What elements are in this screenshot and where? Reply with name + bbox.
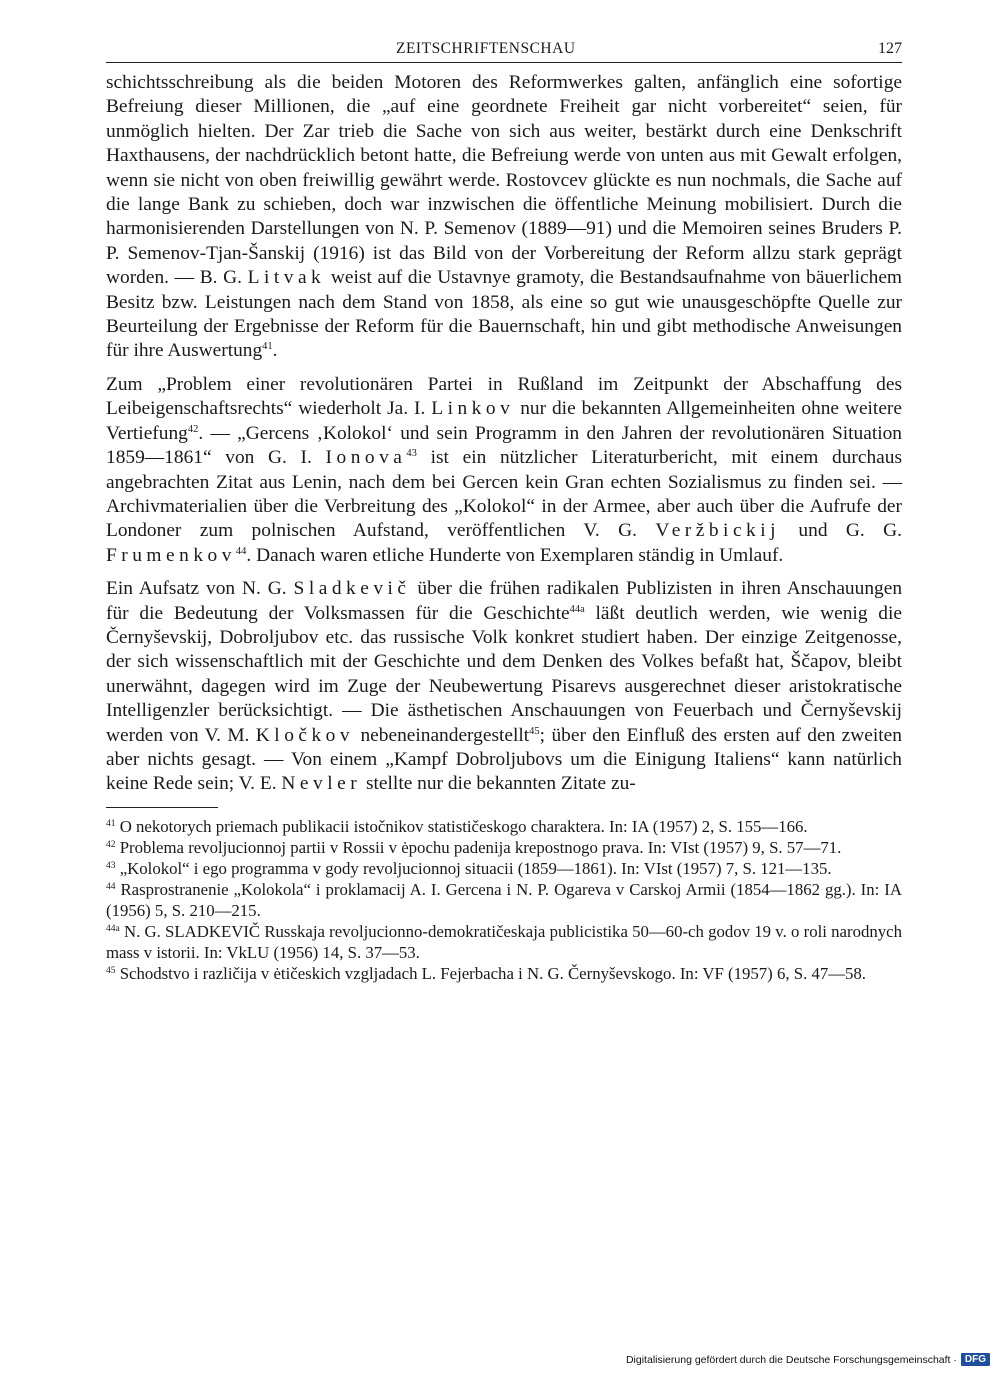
footnote-text: N. G. SLADKEVIČ Russkaja revoljucionno-demokratičeskaja publicistika 50—60-ch godov 19 v. o roli narodnych mass v istorii. In: VkLU (1956) 14, S. 37—53.: [106, 921, 902, 962]
text-run: ist ein nützlicher Literaturbericht, mit einem durchaus angebrachten Zitat aus Lenin, nach dem bei Gercen kein Gran echten Sozialismus zu finden sei. — Archivmaterialien über die Verbreitung des „Kolokol“ in der Armee, aber auch über die Aufrufe der Londoner zum polnischen Aufstand, veröffentlichen V. G.: [106, 447, 902, 542]
text-run: Ein Aufsatz von N. G.: [106, 578, 294, 600]
running-head: [106, 38, 902, 63]
footnote: [106, 858, 902, 879]
footnote-number: 43: [106, 860, 116, 871]
footnote-ref: 41: [262, 341, 273, 353]
text-run: nebeneinandergestellt: [354, 724, 530, 746]
footnote-ref: 42: [187, 423, 199, 435]
footnote-number: 42: [106, 839, 116, 850]
footnote: [106, 963, 902, 984]
footnote: [106, 816, 902, 837]
footnote: [106, 879, 902, 921]
footnote-number: 44a: [106, 923, 120, 934]
text-run: . — „Gercens ‚Kolokol‘ und sein Programm in den Jahren der revolutionären Situation 1859—1861“ von G. I.: [106, 422, 902, 469]
footnote-text: Problema revoljucionnoj partii v Rossii v ėpochu padenija krepostnogo prava. In: VIst (1957) 9, S. 57—71.: [115, 837, 842, 857]
text-run: .: [272, 340, 278, 362]
text-run: weist auf die Ustavnye gramoty, die Bestandsaufnahme von bäuerlichem Besitz bzw. Leistungen nach dem Stand von 1858, als eine so gut wie unausgeschöpfte Quelle zur Beurteilung der Ergebnisse der Reform für die Bauernschaft, hin und gibt methodische Anweisungen für ihre Auswertung: [106, 267, 903, 362]
page: [106, 38, 902, 984]
footnote: [106, 921, 902, 963]
paragraph: [106, 71, 902, 364]
body-text: [106, 71, 902, 797]
author-name: Linkov: [431, 398, 515, 420]
footnote-ref: 44a: [569, 603, 585, 615]
author-name: Frumenkov: [106, 544, 236, 566]
footnote-text: Rasprostranenie „Kolokola“ i proklamacij A. I. Gercena i N. P. Ogareva v Carskoj Armii (1854—1862 gg.). In: IA (1956) 5, S. 210—215.: [106, 879, 902, 920]
paragraph: [106, 373, 902, 568]
footnote-ref: 44: [235, 545, 247, 557]
author-name: Veržbickij: [655, 520, 781, 542]
text-run: und G. G.: [780, 520, 902, 542]
text-run: ; über den Einfluß des ersten auf den zweiten aber nichts gesagt. — Von einem „Kampf Dobroljubovs um die Einigung Italiens“ kann natürlich keine Rede sein; V. E.: [106, 724, 902, 795]
footnote-divider: [106, 807, 218, 808]
text-run: . Danach waren etliche Hunderte von Exemplaren ständig in Umlauf.: [246, 544, 784, 566]
text-run: über die frühen radikalen Publizisten in ihren Anschauungen für die Bedeutung der Volksmassen für die Geschichte: [106, 578, 903, 624]
footnote-text: O nekotorych priemach publikacii istočnikov statističeskogo charaktera. In: IA (1957) 2, S. 155—166.: [115, 816, 808, 836]
digitization-credit: [626, 1353, 990, 1366]
footnote-ref: 43: [406, 448, 417, 460]
text-run: läßt deutlich werden, wie wenig die Černyševskij, Dobroljubov etc. das russische Volk konkret studiert haben. Der einzige Zeitgenosse, der sich wissenschaftlich mit der Geschichte und dem Denken des Volkes befaßt hat, Ščapov, bleibt unerwähnt, dagegen wird im Zuge der Neubewertung Pisarevs ausgerechnet dieser aristokratische Intelligenzler berücksichtigt. — Die ästhetischen Anschauungen von Feuerbach und Černyševskij werden von V. M.: [106, 602, 902, 746]
text-run: Zum „Problem einer revolutionären Partei in Rußland im Zeitpunkt der Abschaffung des Leibeigenschaftsrechts“ wiederholt Ja. I.: [106, 373, 902, 420]
author-name: Ionova: [325, 447, 407, 469]
text-run: schichtsschreibung als die beiden Motoren des Reformwerkes galten, anfänglich eine sofortige Befreiung dieser Millionen, die „auf eine geordnete Freiheit gar nicht vorbereitet“ seien, für unmöglich hielten. Der Zar trieb die Sache von sich aus weiter, bestärkt durch eine Denkschrift Haxthausens, der nachdrücklich betont hatte, die Befreiung werde von unten aus mit Gewalt erfolgen, wenn sie nicht von oben freiwillig gewährt werde. Rostovcev glückte es nun nochmals, die Sache auf die lange Bank zu schieben, doch war inzwischen die öffentliche Meinung mobilisiert. Durch die harmonisierenden Darstellungen von N. P. Semenov (1889—91) und die Memoiren seines Bruders P. P. Semenov-Tjan-Šanskij (1916) ist das Bild von der Vorbereitung der Reform allzu stark geprägt worden. — B. G.: [106, 72, 902, 289]
text-run: nur die bekannten Allgemeinheiten ohne weitere Vertiefung: [106, 398, 902, 444]
page-number: 127: [878, 40, 902, 57]
footnote-text: Schodstvo i različija v ėtičeskich vzgljadach L. Fejerbacha i N. G. Černyševskogo. In: VF (1957) 6, S. 47—58.: [115, 963, 866, 983]
footnote: [106, 837, 902, 858]
paragraph: [106, 577, 902, 797]
footnote-number: 44: [106, 881, 116, 892]
footnotes: [106, 816, 902, 984]
text-run: stellte nur die bekannten Zitate zu-: [361, 773, 636, 795]
author-name: Kločkov: [255, 724, 355, 746]
dfg-logo: DFG: [961, 1353, 990, 1366]
footnote-number: 41: [106, 818, 116, 829]
digitization-text: Digitalisierung gefördert durch die Deutsche Forschungsgemeinschaft ·: [625, 1353, 957, 1366]
footnote-ref: 45: [529, 725, 540, 737]
author-name: Sladkevič: [293, 578, 411, 600]
author-name: Nevler: [281, 773, 362, 795]
running-head-title: ZEITSCHRIFTENSCHAU: [396, 40, 576, 57]
author-name: Litvak: [247, 267, 326, 289]
footnote-text: „Kolokol“ i ego programma v gody revoljucionnoj situacii (1859—1861). In: VIst (1957) 7, S. 121—135.: [115, 858, 832, 878]
footnote-number: 45: [106, 965, 116, 976]
